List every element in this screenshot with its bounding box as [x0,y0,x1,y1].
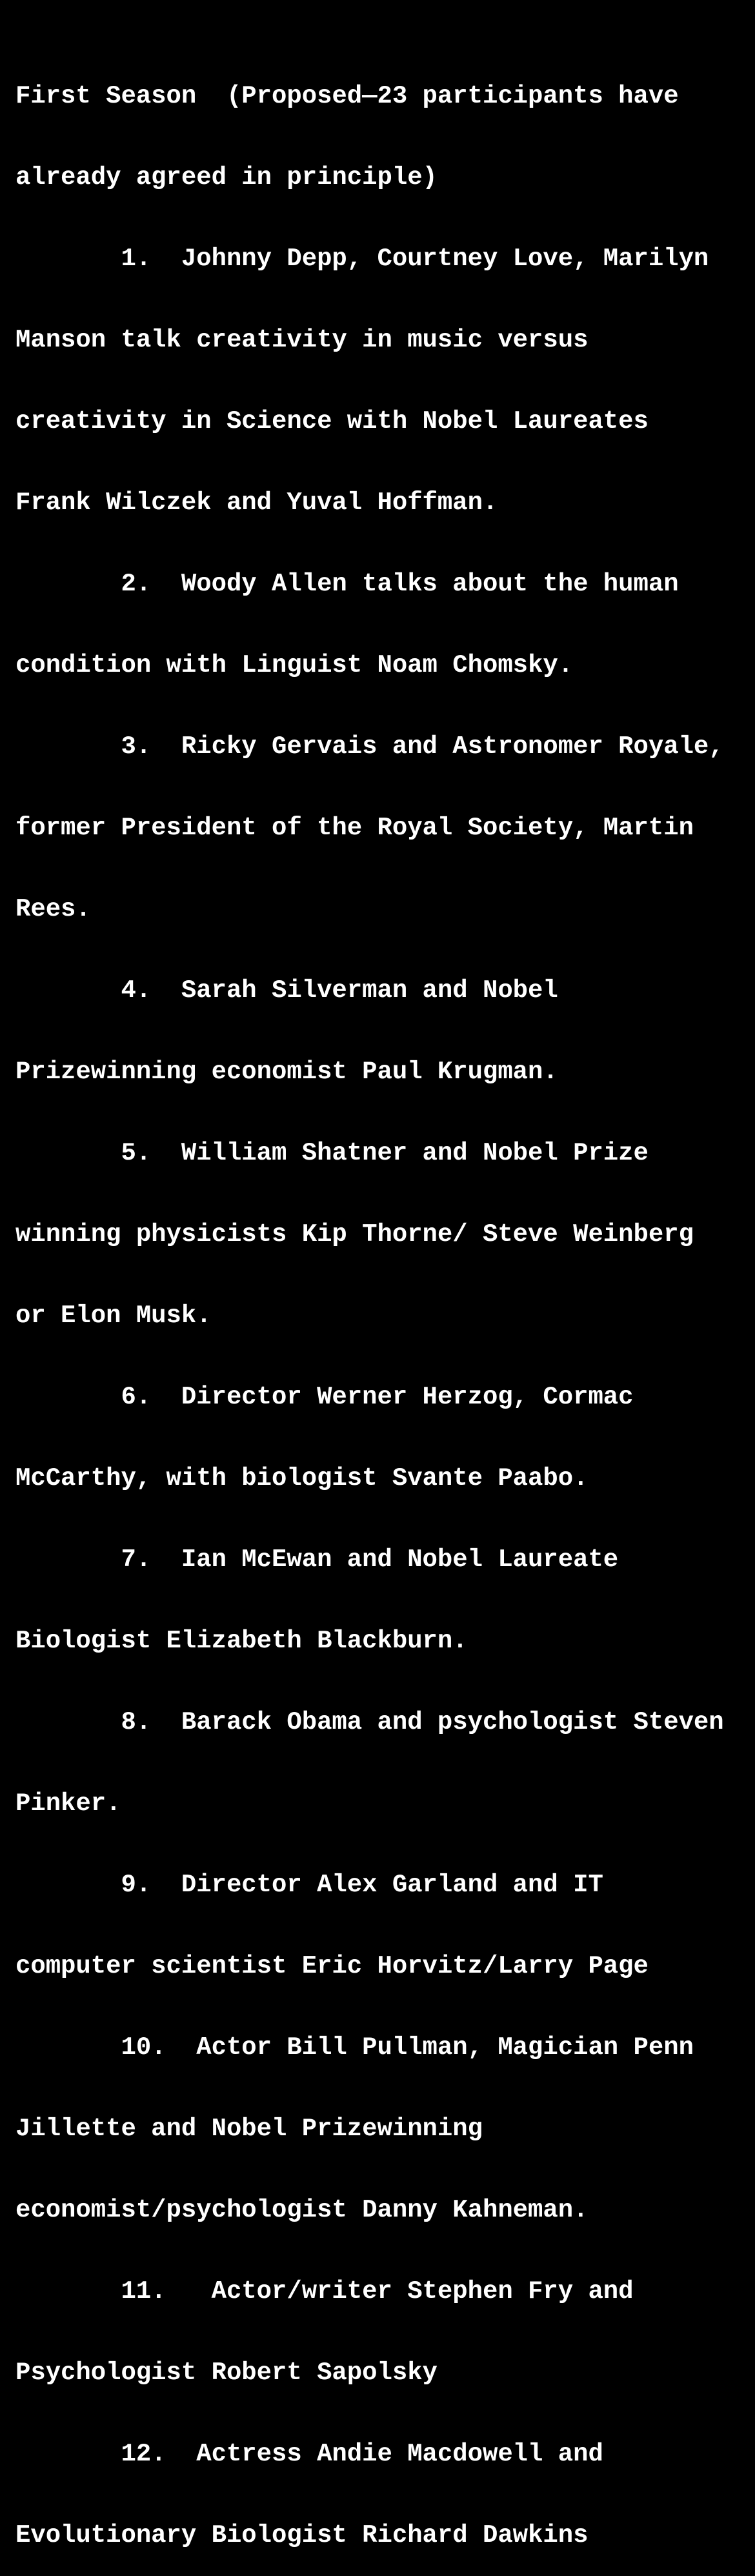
list-item-line: former President of the Royal Society, Martin [15,814,694,842]
list-item-line: 1. Johnny Depp, Courtney Love, Marilyn [15,245,709,273]
list-item-line: Pinker. [15,1789,121,1818]
list-item-line: 11. Actor/writer Stephen Fry and [15,2277,634,2306]
list-item-line: Manson talk creativity in music versus [15,326,589,354]
list-item-line: winning physicists Kip Thorne/ Steve Weinberg [15,1220,694,1249]
list-item-line: computer scientist Eric Horvitz/Larry Page [15,1952,649,1980]
heading-line: First Season (Proposed—23 participants have [15,82,679,110]
list-item-line: 10. Actor Bill Pullman, Magician Penn [15,2033,694,2062]
list-item-line: Prizewinning economist Paul Krugman. [15,1058,558,1086]
list-item-line: 9. Director Alex Garland and IT [15,1871,603,1899]
list-item-line: Rees. [15,895,91,923]
document-text [15,28,745,2576]
list-item-line: Biologist Elizabeth Blackburn. [15,1627,468,1655]
list-item-line: 2. Woody Allen talks about the human [15,570,679,598]
list-item-line: Psychologist Robert Sapolsky [15,2359,438,2387]
list-item-line: 8. Barack Obama and psychologist Steven [15,1708,724,1736]
list-item-line: 4. Sarah Silverman and Nobel [15,976,558,1005]
list-item-line: 7. Ian McEwan and Nobel Laureate [15,1545,619,1574]
list-item-line: 6. Director Werner Herzog, Cormac [15,1383,634,1411]
list-item-line: creativity in Science with Nobel Laureates [15,407,649,436]
list-item-line: 3. Ricky Gervais and Astronomer Royale, [15,732,724,761]
list-item-line: Jillette and Nobel Prizewinning [15,2115,483,2143]
list-item-line: 12. Actress Andie Macdowell and [15,2440,603,2468]
list-item-line: 5. William Shatner and Nobel Prize [15,1139,649,1167]
list-item-line: Frank Wilczek and Yuval Hoffman. [15,488,498,517]
list-item-line: Evolutionary Biologist Richard Dawkins [15,2521,589,2550]
list-item-line: condition with Linguist Noam Chomsky. [15,651,574,679]
list-item-line: McCarthy, with biologist Svante Paabo. [15,1464,589,1493]
list-item-line: economist/psychologist Danny Kahneman. [15,2196,589,2224]
heading-line: already agreed in principle) [15,163,438,192]
list-item-line: or Elon Musk. [15,1302,212,1330]
